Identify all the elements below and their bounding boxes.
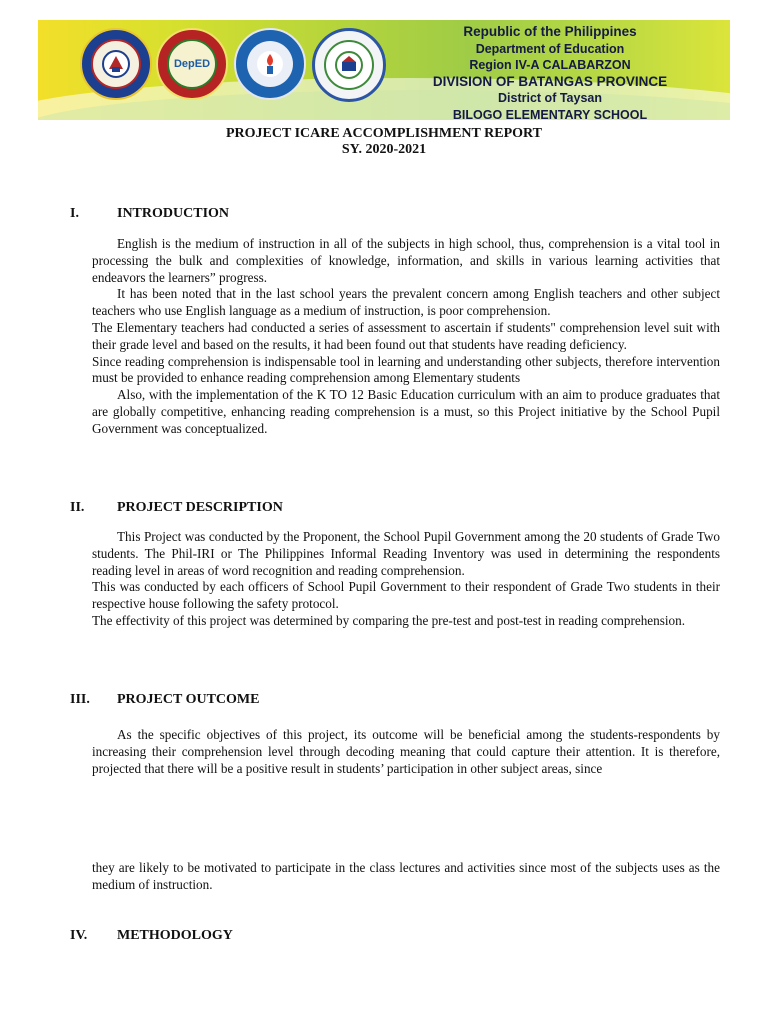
introduction-body [92,236,720,438]
paragraph: It has been noted that in the last school years the prevalent concern among English teachers and other subject teachers who use English language as a medium of instruction, is poor comprehension. [92,286,720,319]
kagawaran-ng-edukasyon-seal-icon [80,28,152,100]
header-republic: Republic of the Philippines [463,24,637,39]
batangas-deped-seal-icon [156,28,228,100]
deped-seal-text: DepED [173,58,211,70]
header-text-block [390,24,710,120]
header-department: Department of Education [475,41,625,56]
project-description-body [92,529,720,630]
header-banner [38,20,730,120]
bilogo-elementary-seal-icon [312,28,386,102]
section-heading-introduction [70,206,229,222]
paragraph: The effectivity of this project was determined by comparing the pre-test and post-test in reading comprehension. [92,612,686,628]
paragraph: As the specific objectives of this project, its outcome will be beneficial among the students-respondents by increasing their comprehension level through decoding meaning that could capture their attention. It is therefore, projected that there will be a positive result in students’ participation in other subject areas, since [92,727,720,776]
section-number: IV. [70,928,88,943]
paragraph: The Elementary teachers had conducted a series of assessment to ascertain if students" comprehension level suit with their grade level and based on the results, it had been found out that students have reading deficiency. [92,319,720,352]
section-title: METHODOLOGY [117,928,233,943]
paragraph: English is the medium of instruction in all of the subjects in high school, thus, comprehension is a vital tool in processing the bulk and complexities of knowledge, information, and skills in various learning activities that endeavors the learners” progress. [92,236,720,285]
school-year: SY. 2020-2021 [341,142,427,157]
header-school: BILOGO ELEMENTARY SCHOOL [452,107,648,120]
header-district: District of Taysan [498,91,602,105]
section-title: PROJECT OUTCOME [117,692,260,707]
paragraph: Also, with the implementation of the K TO 12 Basic Education curriculum with an aim to produce graduates that are globally competitive, enhancing reading comprehension is a must, so this Project initiative by the School Pupil Government was conceptualized. [92,387,720,436]
section-heading-project-description [70,500,283,516]
district-of-taysan-seal-icon [234,28,306,100]
section-number: III. [70,692,90,707]
section-heading-project-outcome [70,692,259,708]
section-heading-methodology [70,928,233,944]
section-title: INTRODUCTION [117,206,230,221]
section-number: I. [70,206,79,221]
project-outcome-continued [92,860,720,894]
paragraph: This Project was conducted by the Proponent, the School Pupil Government among the 20 students of Grade Two students. The Phil-IRI or The Philippines Informal Reading Inventory was used in determining the respondents reading level in areas of word recognition and reading comprehension. [92,529,720,578]
paragraph: Since reading comprehension is indispensable tool in learning and understanding other subjects, therefore intervention must be provided to enhance reading comprehension among Elementary students [92,353,720,386]
header-division: DIVISION OF BATANGAS PROVINCE [432,73,668,89]
header-region: Region IV-A CALABARZON [469,58,631,72]
paragraph: This was conducted by each officers of School Pupil Government to their respondent of Grade Two students in their respective house following the safety protocol. [92,579,720,612]
section-number: II. [70,500,85,515]
project-outcome-body [92,727,720,777]
report-title: PROJECT ICARE ACCOMPLISHMENT REPORT [226,126,542,141]
paragraph: they are likely to be motivated to participate in the class lectures and activities since most of the subjects uses as the medium of instruction. [92,860,720,892]
section-title: PROJECT DESCRIPTION [117,500,283,515]
